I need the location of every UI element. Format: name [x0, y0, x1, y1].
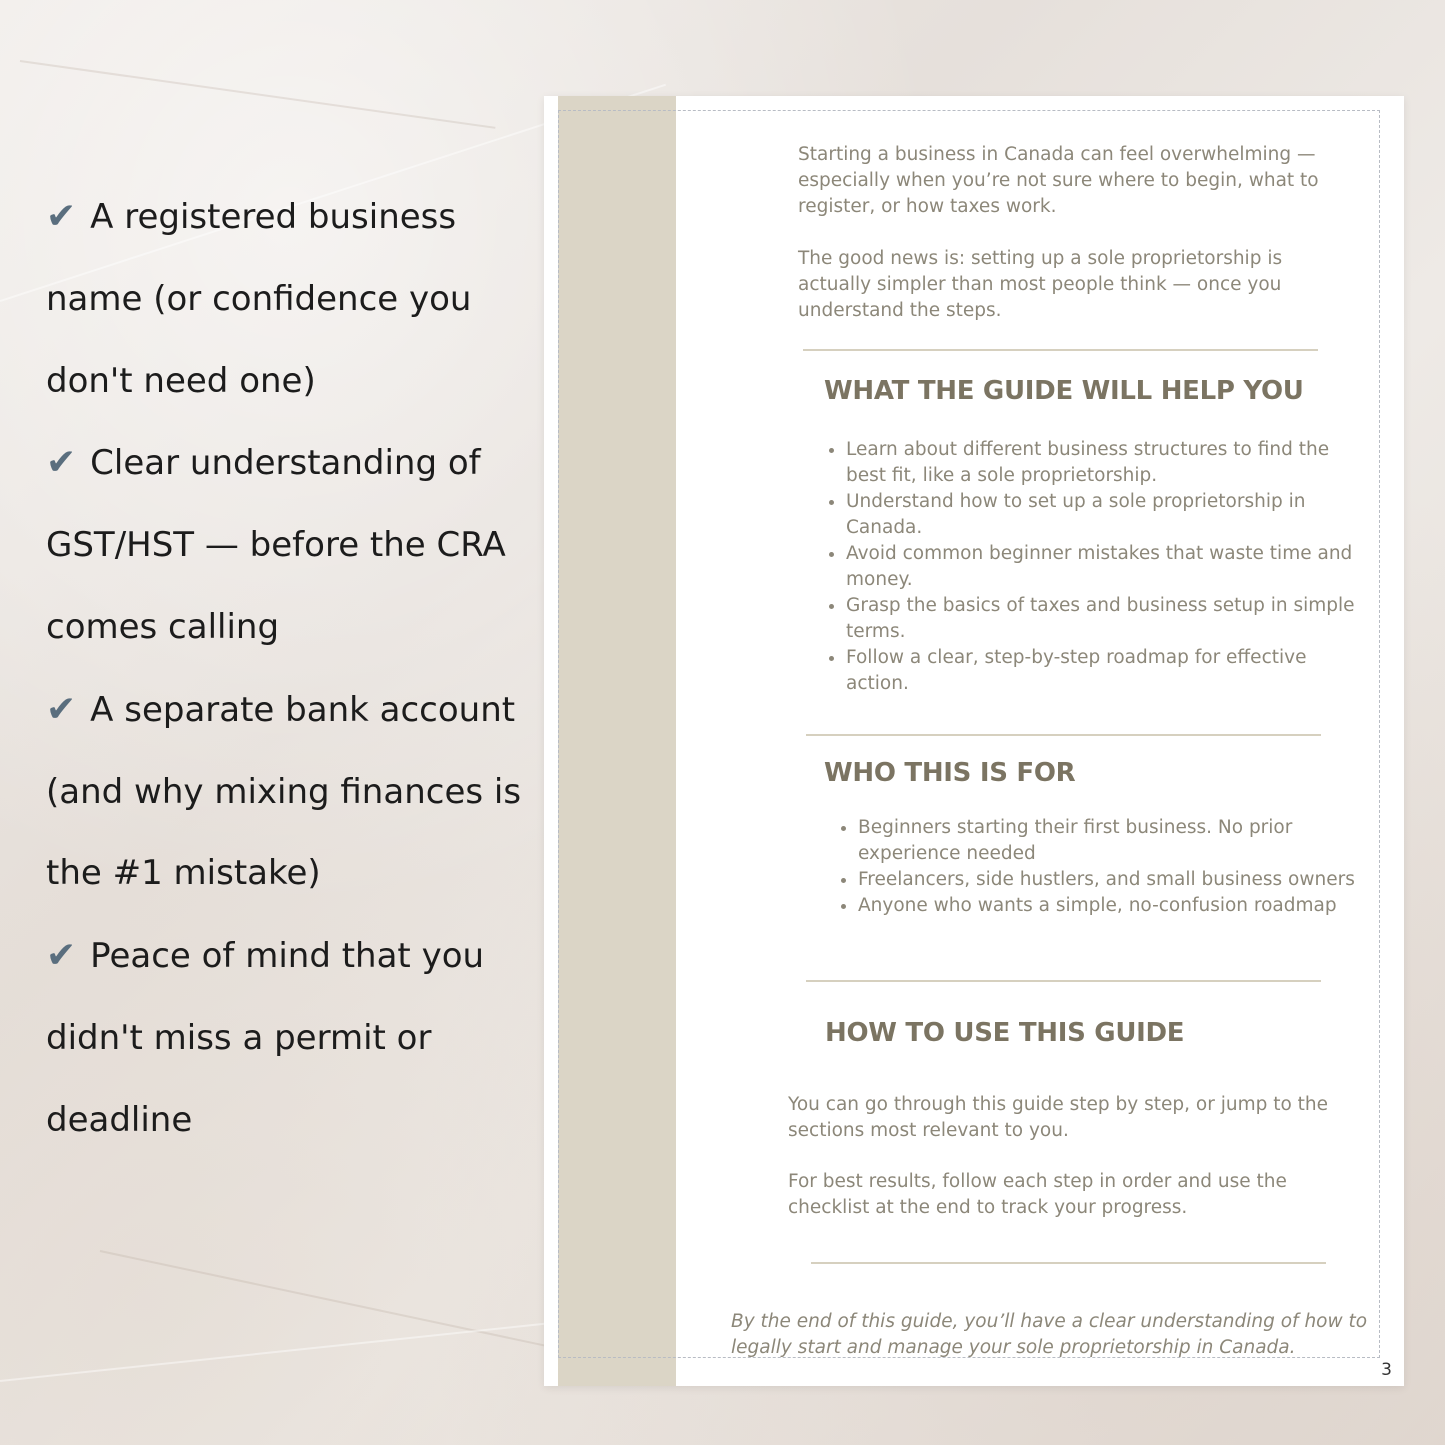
check-mark-icon: ✔: [46, 442, 77, 484]
section-divider: [811, 1262, 1326, 1264]
section-divider: [806, 734, 1321, 736]
checklist-item: [46, 422, 546, 668]
checklist-item-text: A registered business name (or confidence you don't need one): [46, 197, 472, 401]
usage-paragraph: You can go through this guide step by step, or jump to the sections most relevant to you.: [788, 1094, 1329, 1141]
section-divider: [806, 980, 1321, 982]
section-divider: [803, 349, 1318, 351]
checklist-item-text: Clear understanding of GST/HST — before the CRA comes calling: [46, 443, 506, 647]
list-item: • Grasp the basics of taxes and business setup in simple terms.: [846, 593, 1366, 645]
page-number: 3: [1381, 1360, 1392, 1380]
checklist-item: [46, 176, 546, 422]
intro-paragraph: Starting a business in Canada can feel overwhelming — especially when you’re not sure where to begin, what to register, or how taxes work.: [798, 144, 1319, 217]
audience-bullet-list: [836, 815, 1358, 919]
check-mark-icon: ✔: [46, 196, 77, 237]
section-heading: HOW TO USE THIS GUIDE: [825, 1018, 1185, 1048]
list-item: • Learn about different business structures to find the best fit, like a sole proprietorship.: [846, 437, 1366, 489]
section-heading: WHAT THE GUIDE WILL HELP YOU: [824, 376, 1304, 406]
benefits-checklist: [46, 176, 546, 1162]
list-item: • Follow a clear, step-by-step roadmap for effective action.: [846, 645, 1366, 697]
help-bullet-list: [824, 437, 1366, 697]
list-item: • Anyone who wants a simple, no-confusion roadmap: [858, 893, 1358, 919]
checklist-item: [46, 669, 546, 915]
list-item: • Understand how to set up a sole proprietorship in Canada.: [846, 489, 1366, 541]
list-item: • Beginners starting their first business. No prior experience needed: [858, 815, 1358, 867]
paper-crease: [0, 1317, 597, 1382]
section-heading: WHO THIS IS FOR: [824, 758, 1076, 788]
check-mark-icon: ✔: [46, 688, 77, 730]
usage-paragraph: For best results, follow each step in order and use the checklist at the end to track your progress.: [788, 1171, 1287, 1218]
checklist-item-text: Peace of mind that you didn't miss a permit or deadline: [46, 936, 485, 1140]
checklist-item-text: A separate bank account (and why mixing finances is the #1 mistake): [46, 689, 522, 894]
list-item: • Freelancers, side hustlers, and small business owners: [858, 867, 1358, 893]
intro-paragraph: The good news is: setting up a sole proprietorship is actually simpler than most people think — once you understand the steps.: [798, 248, 1283, 321]
document-page: [544, 96, 1404, 1386]
closing-note: By the end of this guide, you’ll have a clear understanding of how to legally start and manage your sole proprietorship in Canada.: [731, 1311, 1368, 1358]
paper-crease: [100, 1250, 589, 1356]
list-item: • Avoid common beginner mistakes that waste time and money.: [846, 541, 1366, 593]
check-mark-icon: ✔: [46, 935, 77, 977]
paper-crease: [20, 60, 496, 129]
checklist-item: [46, 915, 546, 1161]
